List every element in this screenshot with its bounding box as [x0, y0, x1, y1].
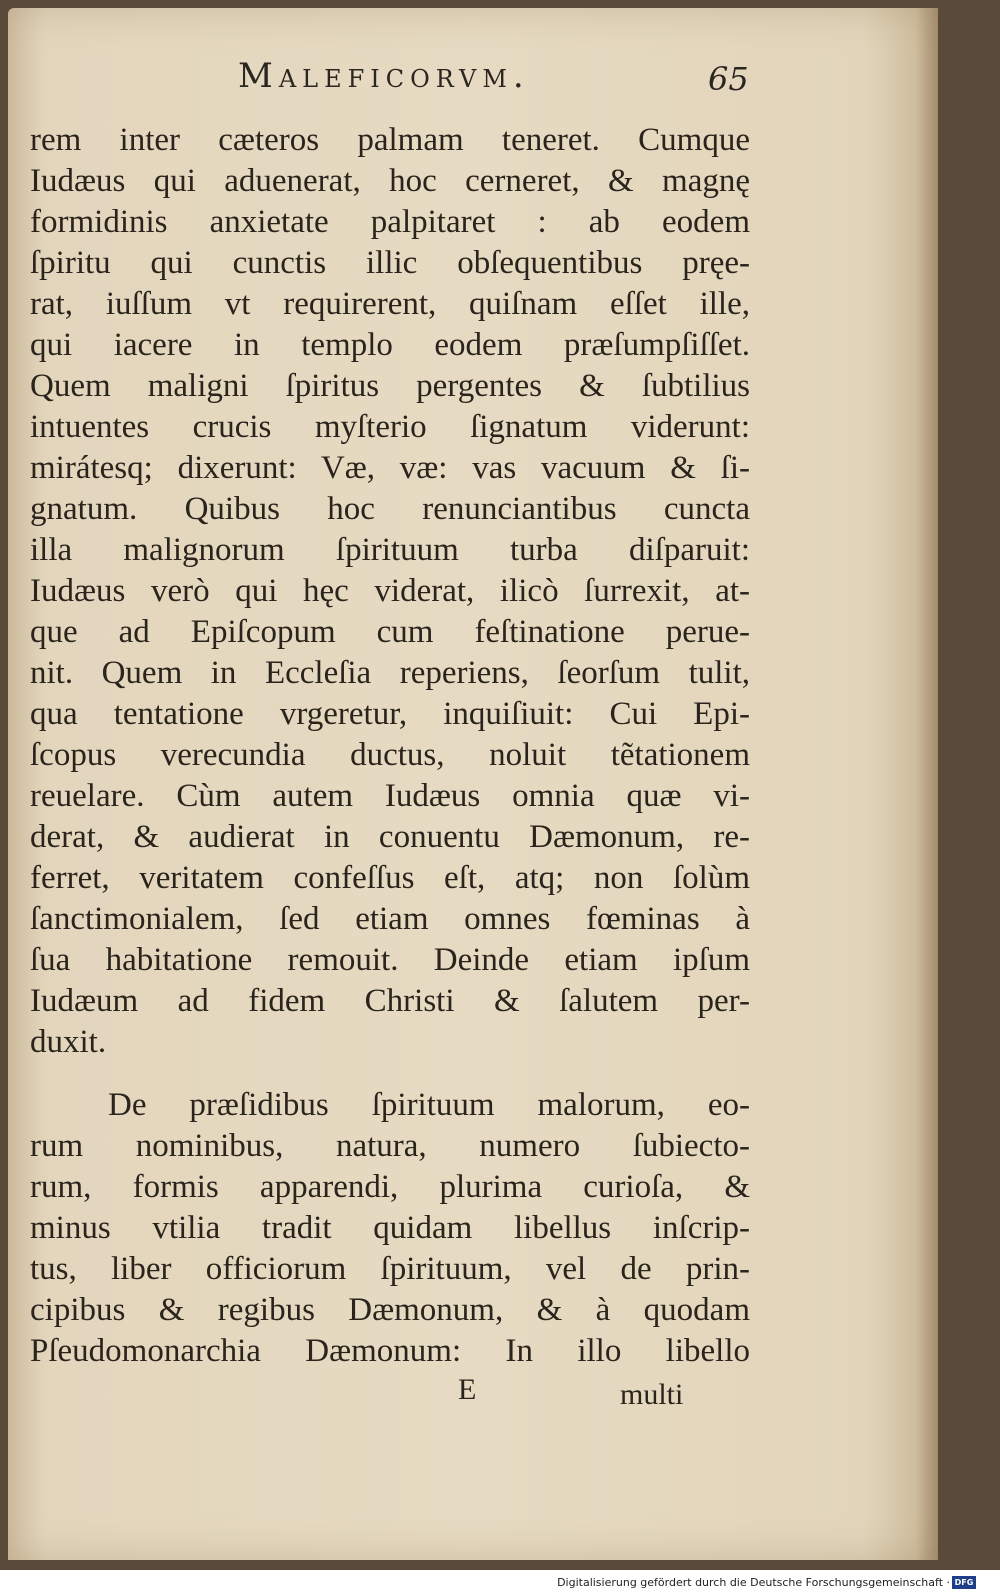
- text-line: Iudæus verò qui hęc viderat, ilicò ſurrexit, at-: [30, 573, 750, 609]
- text-line: rum nominibus, natura, numero ſubiecto-: [30, 1128, 750, 1164]
- text-line: derat, & audierat in conuentu Dæmonum, re-: [30, 819, 750, 855]
- text-line: rat, iuſſum vt requirerent, quiſnam eſſet ille,: [30, 286, 750, 322]
- text-line: illa malignorum ſpirituum turba diſparuit:: [30, 532, 750, 568]
- text-line: minus vtilia tradit quidam libellus inſcrip-: [30, 1210, 750, 1246]
- text-line: rem inter cæteros palmam teneret. Cumque: [30, 122, 750, 158]
- text-line: Pſeudomonarchia Dæmonum: In illo libello: [30, 1333, 750, 1369]
- dfg-logo: DFG: [952, 1576, 976, 1589]
- text-line: intuentes crucis myſterio ſignatum viderunt:: [30, 409, 750, 445]
- text-line: Iudæum ad fidem Christi & ſalutem per-: [30, 983, 750, 1019]
- text-line: gnatum. Quibus hoc renunciantibus cuncta: [30, 491, 750, 527]
- catchword: multi: [620, 1378, 684, 1411]
- text-line: qui iacere in templo eodem præſumpſiſſet.: [30, 327, 750, 363]
- signature-mark: E: [458, 1373, 477, 1406]
- text-line: mirátesq; dixerunt: Væ, væ: vas vacuum & ſi-: [30, 450, 750, 486]
- text-line: cipibus & regibus Dæmonum, & à quodam: [30, 1292, 750, 1328]
- text-line: tus, liber officiorum ſpirituum, vel de prin-: [30, 1251, 750, 1287]
- text-line: qua tentatione vrgeretur, inquiſiuit: Cui Epi-: [30, 696, 750, 732]
- text-line: duxit.: [30, 1024, 107, 1060]
- paragraph-1: [30, 120, 750, 1063]
- text-line: ſanctimonialem, ſed etiam omnes fœminas à: [30, 901, 750, 937]
- running-head: Maleficorvm.: [238, 56, 530, 96]
- paragraph-gap: [30, 1063, 750, 1085]
- text-line: Quem maligni ſpiritus pergentes & ſubtilius: [30, 368, 750, 404]
- text-line: De præſidibus ſpirituum malorum, eo-: [108, 1087, 750, 1123]
- book-page: [8, 8, 938, 1560]
- text-line: nit. Quem in Eccleſia reperiens, ſeorſum tulit,: [30, 655, 750, 691]
- text-line: formidinis anxietate palpitaret : ab eodem: [30, 204, 750, 240]
- footer-bar: [0, 1574, 1000, 1592]
- text-line: reuelare. Cùm autem Iudæus omnia quæ vi-: [30, 778, 750, 814]
- text-line: ſcopus verecundia ductus, noluit tẽtationem: [30, 737, 750, 773]
- funding-note: Digitalisierung gefördert durch die Deutsche Forschungsgemeinschaft ·: [557, 1576, 950, 1589]
- text-line: Iudæus qui aduenerat, hoc cerneret, & magnę: [30, 163, 750, 199]
- text-line: que ad Epiſcopum cum feſtinatione perue-: [30, 614, 750, 650]
- text-line: ferret, veritatem confeſſus eſt, atq; non ſolùm: [30, 860, 750, 896]
- text-line: rum, formis apparendi, plurima curioſa, &: [30, 1169, 750, 1205]
- body-text: [30, 120, 750, 1372]
- paragraph-2: [30, 1085, 750, 1372]
- text-line: ſpiritu qui cunctis illic obſequentibus pręe-: [30, 245, 750, 281]
- text-line: ſua habitatione remouit. Deinde etiam ipſum: [30, 942, 750, 978]
- page-number: 65: [708, 60, 749, 98]
- page-edge-shadow: [916, 8, 938, 1560]
